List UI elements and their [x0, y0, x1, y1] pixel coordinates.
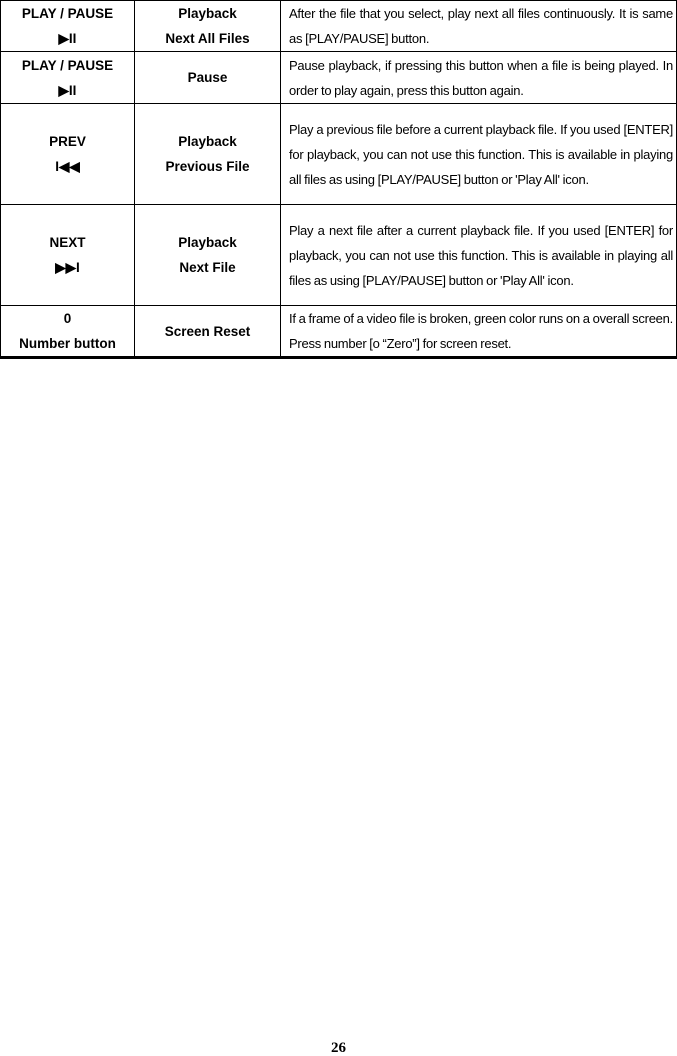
- function-label: Screen Reset: [164, 323, 251, 339]
- table-row: [1, 52, 677, 104]
- function-cell: [135, 104, 281, 205]
- description-cell: Play a next file after a current playback file. If you used [ENTER] for playback, you can not use this function. This is available in playing all files as using [PLAY/PAUSE] button or 'Play All' icon.: [281, 205, 677, 306]
- button-name: PREV: [49, 134, 86, 149]
- function-label: Playback: [178, 6, 237, 21]
- button-cell: [1, 205, 135, 306]
- function-label: Next All Files: [165, 31, 250, 46]
- function-label: Playback: [178, 235, 237, 250]
- button-cell: [1, 306, 135, 358]
- table-row: [1, 104, 677, 205]
- button-name: NEXT: [49, 235, 86, 250]
- function-cell: [135, 306, 281, 358]
- button-cell: [1, 104, 135, 205]
- button-cell: [1, 1, 135, 52]
- table-row: [1, 1, 677, 52]
- play-pause-icon: ▶II: [58, 31, 77, 46]
- table-row: [1, 306, 677, 358]
- function-cell: [135, 205, 281, 306]
- description-cell: Play a previous file before a current playback file. If you used [ENTER] for playback, you can not use this function. This is available in playing all files as using [PLAY/PAUSE] button or 'Play All' icon.: [281, 104, 677, 205]
- function-label: Playback: [178, 134, 237, 149]
- function-cell: [135, 1, 281, 52]
- next-icon: ▶▶I: [55, 260, 80, 275]
- function-label: Next File: [179, 260, 236, 275]
- function-label: Previous File: [165, 159, 250, 174]
- button-name: 0: [63, 311, 72, 326]
- function-label: Pause: [187, 70, 228, 85]
- button-name: PLAY / PAUSE: [21, 6, 114, 21]
- description-cell: Pause playback, if pressing this button when a file is being played. In order to play again, press this button again.: [281, 52, 677, 104]
- description-cell: After the file that you select, play next all files continuously. It is same as [PLAY/PAUSE] button.: [281, 1, 677, 52]
- button-cell: [1, 52, 135, 104]
- play-pause-icon: ▶II: [58, 82, 77, 98]
- description-cell: If a frame of a video file is broken, green color runs on a overall screen. Press number [o “Zero”] for screen reset.: [281, 306, 677, 358]
- table-row: [1, 205, 677, 306]
- function-cell: [135, 52, 281, 104]
- button-name: PLAY / PAUSE: [21, 57, 114, 73]
- button-function-table: [0, 0, 677, 359]
- button-type-label: Number button: [19, 336, 116, 351]
- previous-icon: I◀◀: [55, 159, 80, 174]
- page-number: 26: [331, 1040, 346, 1056]
